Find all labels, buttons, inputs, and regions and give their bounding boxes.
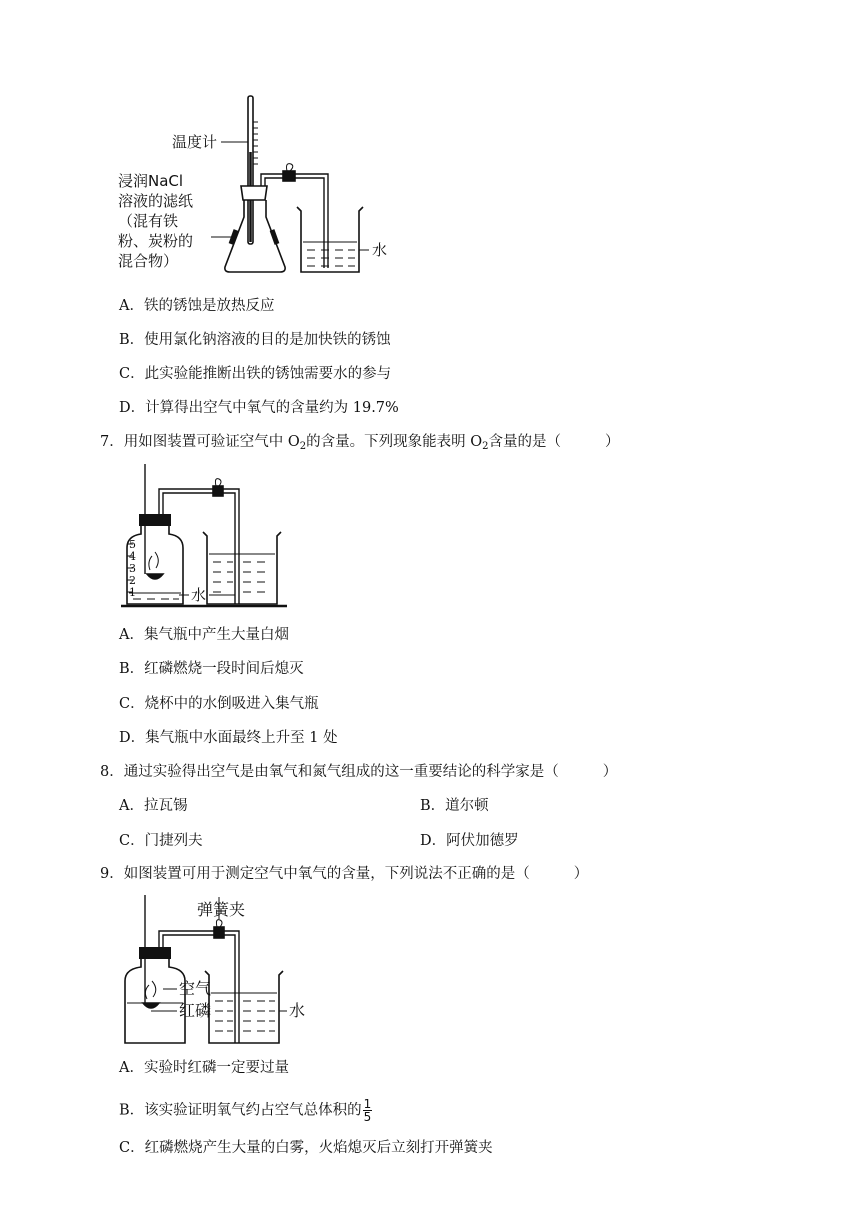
q9-option-b: B．该实验证明氧气约占空气总体积的 $\frac{1}{5}$ (119, 1097, 372, 1124)
label-water: 水 (372, 241, 388, 259)
q7-option-c: C．烧杯中的水倒吸进入集气瓶 (119, 696, 319, 712)
label-paper-line-5: 混合物） (118, 252, 179, 270)
q8-option-b: B．道尔顿 (420, 798, 489, 814)
q6-option-d: D．计算得出空气中氧气的含量约为 19.7% (119, 400, 399, 416)
q6-option-b: B．使用氯化钠溶液的目的是加快铁的锈蚀 (119, 332, 391, 348)
label-clip: 弹簧夹 (197, 900, 246, 919)
q9-option-c: C．红磷燃烧产生大量的白雾，火焰熄灭后立刻打开弹簧夹 (119, 1140, 493, 1156)
q8-option-a: A．拉瓦锡 (119, 798, 188, 814)
q8-stem: 8．通过实验得出空气是由氧气和氮气组成的这一重要结论的科学家是（ ） (100, 764, 618, 780)
q7-option-d: D．集气瓶中水面最终上升至 1 处 (119, 730, 338, 746)
mark-5: 5 (129, 538, 136, 551)
q9-option-a: A．实验时红磷一定要过量 (119, 1060, 289, 1076)
mark-3: 3 (129, 562, 136, 575)
q7-option-a: A．集气瓶中产生大量白烟 (119, 627, 289, 643)
figure-q7-apparatus (115, 462, 295, 612)
label-paper-line-4: 粉、炭粉的 (118, 232, 194, 250)
q6-option-a: A．铁的锈蚀是放热反应 (119, 298, 275, 314)
mark-2: 2 (129, 574, 136, 587)
q7-option-b: B．红磷燃烧一段时间后熄灭 (119, 661, 304, 677)
label-paper-line-1: 浸润NaCl (118, 172, 184, 190)
mark-1: 1 (129, 586, 136, 599)
q8-option-d: D．阿伏加德罗 (420, 833, 519, 849)
fraction-one-fifth: $\frac{1}{5}$ (363, 1097, 372, 1124)
q7-stem: 7．用如图装置可验证空气中 $O_2$的含量。下列现象能表明 $O_2$含量的是（ ） (100, 434, 620, 452)
figure-q9-apparatus (115, 893, 315, 1053)
label-water: 水 (191, 586, 207, 604)
q9-stem: 9．如图装置可用于测定空气中氧气的含量，下列说法不正确的是（ ） (100, 866, 589, 882)
label-thermometer: 温度计 (172, 133, 218, 151)
q8-option-c: C．门捷列夫 (119, 833, 203, 849)
label-water: 水 (289, 1001, 306, 1020)
label-paper-line-2: 溶液的滤纸 (118, 192, 194, 210)
figure-rusting-apparatus (115, 92, 415, 282)
mark-4: 4 (129, 550, 136, 563)
q6-option-c: C．此实验能推断出铁的锈蚀需要水的参与 (119, 366, 392, 382)
label-paper-line-3: （混有铁 (118, 212, 179, 230)
label-phosphorus: 红磷 (179, 1001, 212, 1020)
label-air: 空气 (179, 979, 212, 998)
